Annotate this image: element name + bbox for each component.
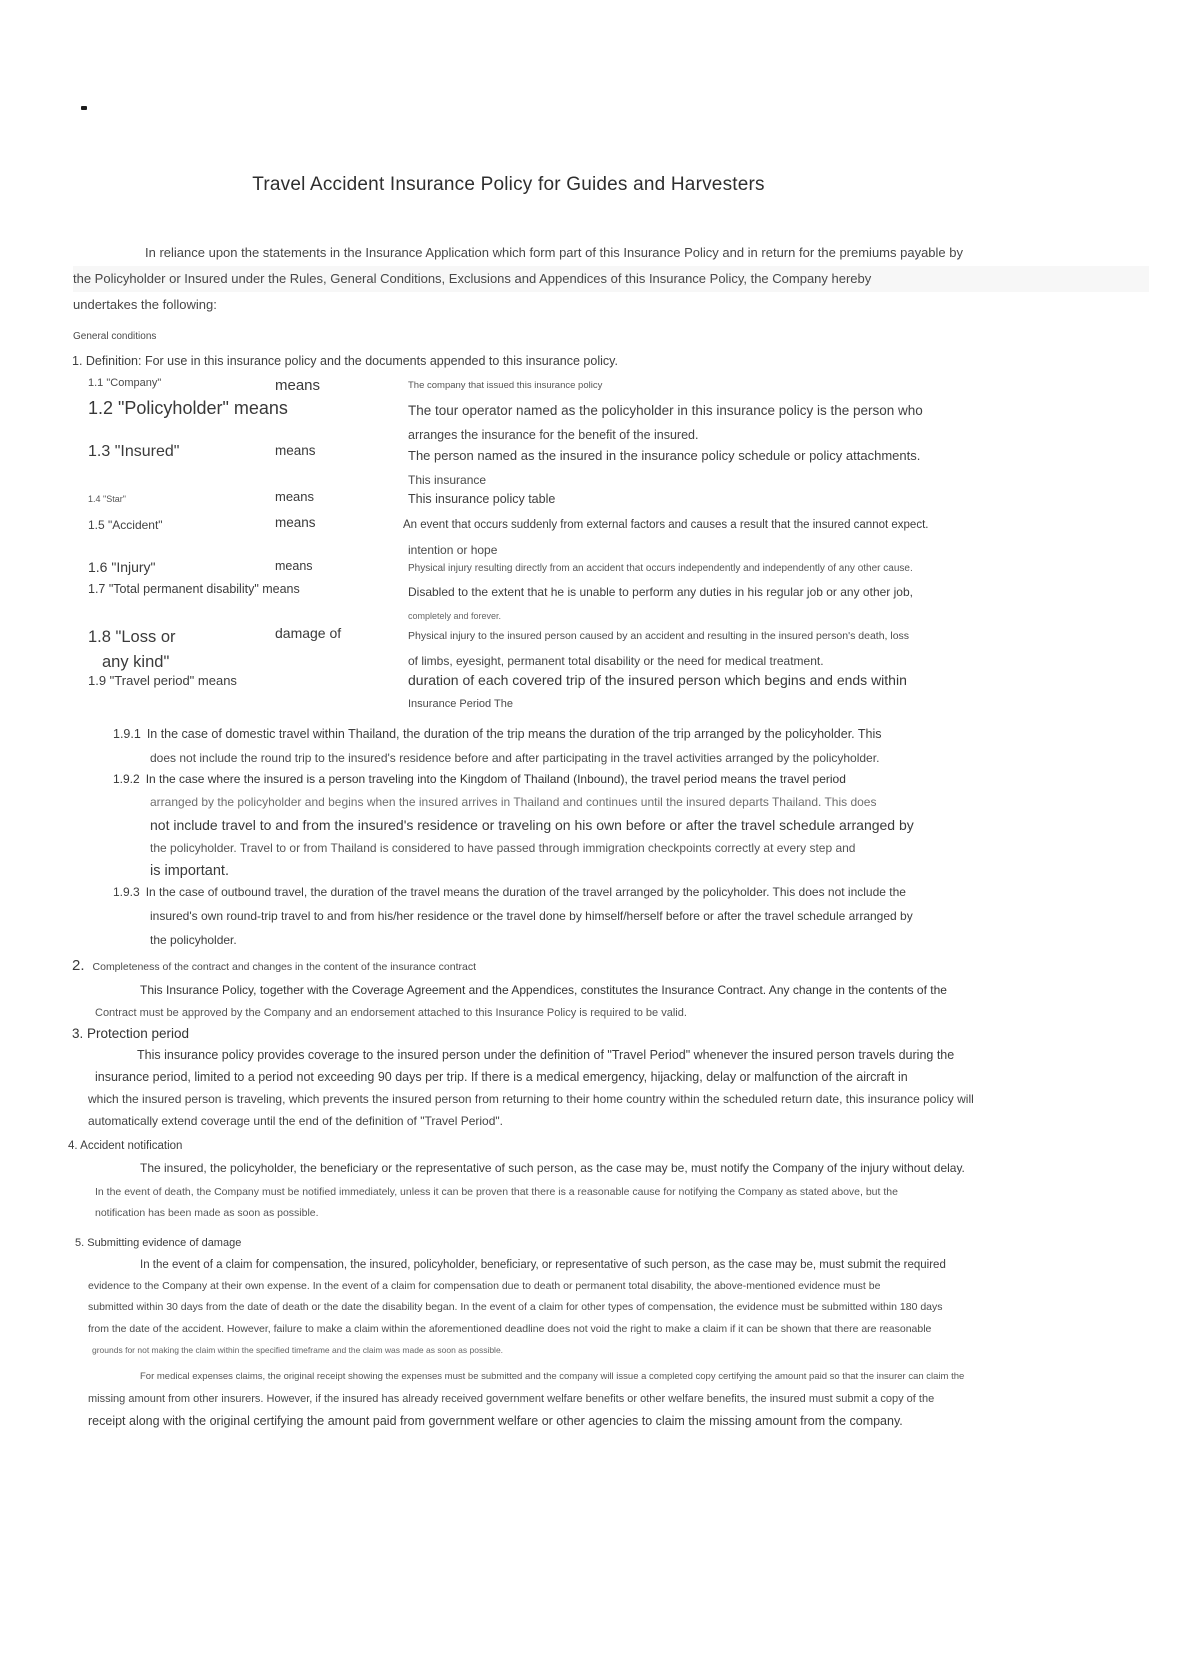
section-4-heading: 4. Accident notification <box>68 1140 183 1152</box>
section-2-number: 2. <box>72 957 85 974</box>
definition-term: 1.7 "Total permanent disability" means <box>88 582 300 596</box>
definition-row <box>88 582 1149 630</box>
definition-term: 1.4 "Star" <box>88 494 126 504</box>
section-5-line: from the date of the accident. However, failure to make a claim within the aforementioned deadline does not void the right to make a claim if it can be shown that there are reasonable <box>88 1323 932 1335</box>
section-5-line: evidence to the Company at their own expense. In the event of a claim for compensation due to death or permanent total disability, the above-mentioned evidence must be <box>88 1280 881 1292</box>
section-2-line: This Insurance Policy, together with the Coverage Agreement and the Appendices, constitutes the Insurance Contract. Any change in the contents of the <box>140 983 947 997</box>
definition-term <box>88 625 275 675</box>
section-2-heading: Completeness of the contract and changes in the content of the insurance contract <box>92 961 477 973</box>
section-3-line: automatically extend coverage until the end of the definition of "Travel Period". <box>88 1114 503 1128</box>
clause-line: In the case where the insured is a person traveling into the Kingdom of Thailand (Inbound), the travel period means the travel period <box>145 772 846 786</box>
section-4 <box>68 1136 1149 1224</box>
definition-term: 1.9 "Travel period" means <box>88 673 237 688</box>
definition-row <box>88 669 1149 717</box>
definition-desc: duration of each covered trip of the insured person which begins and ends within <box>408 672 907 688</box>
definition-desc: arranges the insurance for the benefit of the insured. <box>408 428 699 442</box>
definition-term-line: any kind" <box>102 653 170 671</box>
section-3-line: insurance period, limited to a period not exceeding 90 days per trip. If there is a medical emergency, hijacking, delay or malfunction of the aircraft in <box>95 1070 908 1084</box>
definition-row <box>88 489 1149 509</box>
clause-line: the policyholder. <box>150 933 237 947</box>
definition-term: 1.5 "Accident" <box>88 518 163 532</box>
clause-line: insured's own round-trip travel to and from his/her residence or the travel done by himself/herself before or after the travel schedule arranged by <box>150 909 913 923</box>
section-5 <box>75 1232 1159 1361</box>
section-5-heading: 5. Submitting evidence of damage <box>75 1237 242 1249</box>
section-3-line: which the insured person is traveling, which prevents the insured person from returning to their home country within the scheduled return date, this insurance policy will <box>88 1092 974 1106</box>
section-2-line: Contract must be approved by the Company and an endorsement attached to this Insurance Policy is required to be valid. <box>95 1007 687 1019</box>
medical-line: missing amount from other insurers. However, if the insured has already received government welfare benefits or other welfare benefits, the insured must submit a copy of the <box>88 1393 935 1405</box>
clause-line: does not include the round trip to the insured's residence before and after participating in the travel activities arranged by the policyholder. <box>150 751 880 765</box>
definition-row <box>88 398 1149 448</box>
section-3 <box>72 1024 1149 1132</box>
definition-means: means <box>275 559 313 573</box>
definition-row <box>88 515 1149 565</box>
definition-desc: Physical injury to the insured person caused by an accident and resulting in the insured person's death, loss <box>408 630 910 642</box>
clause-1-9-1 <box>113 722 1149 770</box>
definition-term: 1.2 "Policyholder" means <box>88 398 288 418</box>
definition-means: means <box>275 443 316 458</box>
section-3-line: This insurance policy provides coverage to the insured person under the definition of "Travel Period" whenever the insured person travels during the <box>137 1048 955 1062</box>
definition-desc: Physical injury resulting directly from an accident that occurs independently and independently of any other cause. <box>408 563 913 574</box>
clause-number: 1.9.1 <box>113 727 141 741</box>
section-4-line: In the event of death, the Company must be notified immediately, unless it can be proven that there is a reasonable cause for notifying the Company as stated above, but the <box>95 1186 898 1198</box>
clause-line: the policyholder. Travel to or from Thailand is considered to have passed through immigration checkpoints correctly at every step and <box>150 841 856 855</box>
intro-paragraph <box>73 240 1149 318</box>
definition-desc: intention or hope <box>408 543 498 557</box>
stray-mark <box>81 106 87 110</box>
section-4-line: notification has been made as soon as possible. <box>95 1207 319 1219</box>
definition-term: 1.3 "Insured" <box>88 443 180 460</box>
definition-means: damage of <box>275 625 342 641</box>
intro-line: In reliance upon the statements in the Insurance Application which form part of this Insurance Policy and in return for the premiums payable by <box>145 245 963 260</box>
definition-term: 1.1 "Company" <box>88 377 162 389</box>
definition-means: means <box>275 489 315 504</box>
medical-line: For medical expenses claims, the original receipt showing the expenses must be submitted and the company will issue a completed copy certifying the amount paid so that the insurer can claim the <box>140 1371 965 1382</box>
section-3-heading: 3. Protection period <box>72 1026 190 1041</box>
clause-line: arranged by the policyholder and begins when the insured arrives in Thailand and continues until the insured departs Thailand. This does <box>150 795 877 809</box>
medical-expenses-paragraph <box>75 1366 1159 1432</box>
clause-line: In the case of domestic travel within Thailand, the duration of the trip means the duration of the trip arranged by the policyholder. This <box>146 727 882 741</box>
general-conditions-label: General conditions <box>73 331 157 342</box>
definition-row <box>88 443 1149 493</box>
definition-desc: Insurance Period The <box>408 698 513 710</box>
definition-desc: This insurance policy table <box>408 492 556 506</box>
section-2 <box>72 957 1149 1024</box>
definition-desc: The company that issued this insurance policy <box>408 380 603 391</box>
definition-desc: Disabled to the extent that he is unable to perform any duties in his regular job or any other job, <box>408 585 913 599</box>
medical-line: receipt along with the original certifying the amount paid from government welfare or other agencies to claim the missing amount from the company. <box>88 1414 903 1428</box>
clause-number: 1.9.2 <box>113 772 140 786</box>
definition-desc: of limbs, eyesight, permanent total disability or the need for medical treatment. <box>408 654 824 668</box>
section-5-line: grounds for not making the claim within the specified timeframe and the claim was made as soon as possible. <box>92 1345 504 1355</box>
page-title: Travel Accident Insurance Policy for Guides and Harvesters <box>252 174 765 195</box>
clause-line: is important. <box>150 863 229 879</box>
definition-desc: The person named as the insured in the insurance policy schedule or policy attachments. <box>408 448 921 463</box>
definition-desc: An event that occurs suddenly from external factors and causes a result that the insured cannot expect. <box>403 519 929 531</box>
definition-term: 1.6 "Injury" <box>88 559 156 575</box>
definition-means: means <box>275 377 321 394</box>
clause-1-9-3 <box>113 880 1149 952</box>
intro-line: undertakes the following: <box>73 297 217 312</box>
section-5-line: In the event of a claim for compensation, the insured, policyholder, beneficiary, or representative of such person, as the case may be, must submit the required <box>140 1259 946 1271</box>
definition-desc: The tour operator named as the policyholder in this insurance policy is the person who <box>408 403 923 418</box>
definition-means: means <box>275 515 316 530</box>
clause-line: not include travel to and from the insured's residence or traveling on his own before or after the travel schedule arranged by <box>150 817 914 833</box>
clause-line: In the case of outbound travel, the duration of the travel means the duration of the travel arranged by the policyholder. This does not include the <box>145 885 906 899</box>
definition-desc: This insurance <box>408 473 487 487</box>
section-1-heading: 1. Definition: For use in this insurance policy and the documents appended to this insurance policy. <box>72 354 618 368</box>
definition-desc: completely and forever. <box>408 611 502 621</box>
intro-line: the Policyholder or Insured under the Rules, General Conditions, Exclusions and Appendices of this Insurance Policy, the Company hereby <box>73 266 1149 292</box>
section-5-line: submitted within 30 days from the date of death or the date the disability began. In the event of a claim for other types of compensation, the evidence must be submitted within 180 days <box>88 1301 943 1313</box>
section-4-line: The insured, the policyholder, the beneficiary or the representative of such person, as the case may be, must notify the Company of the injury without delay. <box>140 1161 965 1175</box>
clause-1-9-2 <box>113 768 1149 883</box>
definition-row <box>88 377 1149 394</box>
clause-number: 1.9.3 <box>113 885 140 899</box>
definition-term-line: 1.8 "Loss or <box>88 628 176 646</box>
definition-row <box>88 559 1149 578</box>
